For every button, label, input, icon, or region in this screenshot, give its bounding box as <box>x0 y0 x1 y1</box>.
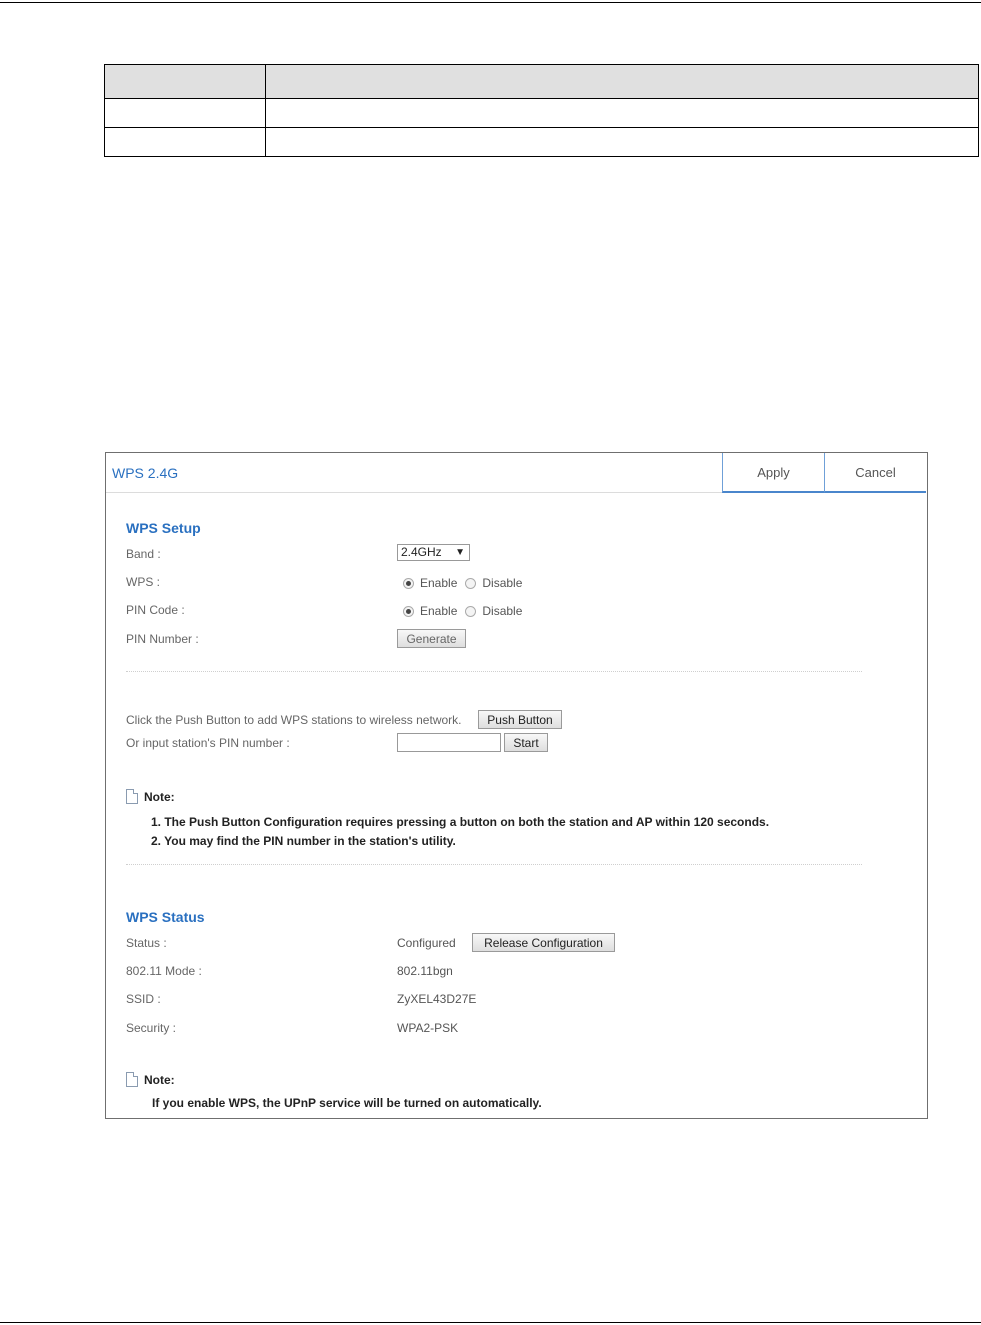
start-button[interactable]: Start <box>504 733 548 752</box>
status-label: Status : <box>126 936 167 950</box>
note-line: If you enable WPS, the UPnP service will be turned on automatically. <box>152 1096 542 1110</box>
ssid-value: ZyXEL43D27E <box>397 992 477 1006</box>
wps-radio-group <box>403 576 530 590</box>
note-title: Note: <box>144 1072 175 1087</box>
note-icon <box>126 1072 138 1087</box>
page-header-rule <box>0 2 981 3</box>
doc-table <box>104 64 979 157</box>
pin-code-radio-group <box>403 604 530 618</box>
band-label: Band : <box>126 547 161 561</box>
table-cell <box>105 128 266 157</box>
wps-status-title: WPS Status <box>126 909 205 925</box>
note-line: 2. You may find the PIN number in the station's utility. <box>151 834 456 848</box>
table-cell <box>105 99 266 128</box>
note-heading <box>126 789 175 804</box>
status-value: Configured <box>397 936 456 950</box>
security-value: WPA2-PSK <box>397 1021 459 1035</box>
cancel-button[interactable]: Cancel <box>824 453 926 493</box>
band-select[interactable] <box>397 544 470 561</box>
mode-value: 802.11bgn <box>397 964 453 978</box>
wps-disable-radio[interactable] <box>465 578 476 589</box>
section-divider <box>126 671 862 672</box>
note-heading <box>126 1072 175 1087</box>
section-divider <box>126 864 862 865</box>
pin-input-label: Or input station's PIN number : <box>126 736 290 750</box>
table-header-cell <box>266 65 979 99</box>
table-header-cell <box>105 65 266 99</box>
pin-disable-radio[interactable] <box>465 606 476 617</box>
note-title: Note: <box>144 789 175 804</box>
page-footer-rule <box>0 1322 981 1323</box>
pin-disable-label: Disable <box>482 604 523 618</box>
wps-enable-label: Enable <box>420 576 458 590</box>
panel-title: WPS 2.4G <box>112 465 179 481</box>
pin-code-label: PIN Code : <box>126 603 185 617</box>
security-label: Security : <box>126 1021 177 1035</box>
dropdown-arrow-icon: ▼ <box>455 547 465 558</box>
table-cell <box>266 99 979 128</box>
band-select-value: 2.4GHz <box>401 545 442 559</box>
note-icon <box>126 789 138 804</box>
wps-disable-label: Disable <box>482 576 523 590</box>
generate-button[interactable]: Generate <box>397 629 466 648</box>
push-button[interactable]: Push Button <box>478 710 562 729</box>
pin-enable-label: Enable <box>420 604 458 618</box>
pin-enable-radio[interactable] <box>403 606 414 617</box>
note-line: 1. The Push Button Configuration requires pressing a button on both the station and AP within 120 seconds. <box>151 815 770 829</box>
release-configuration-button[interactable]: Release Configuration <box>472 933 615 952</box>
wps-setup-title: WPS Setup <box>126 520 201 536</box>
wps-label: WPS : <box>126 575 161 589</box>
table-row <box>105 128 979 157</box>
wps-panel <box>105 452 928 1119</box>
mode-label: 802.11 Mode : <box>126 964 202 978</box>
table-cell <box>266 128 979 157</box>
pin-number-label: PIN Number : <box>126 632 199 646</box>
wps-enable-radio[interactable] <box>403 578 414 589</box>
apply-button[interactable]: Apply <box>722 453 824 493</box>
table-header-row <box>105 65 979 99</box>
station-pin-input[interactable] <box>397 733 501 752</box>
push-button-instructions: Click the Push Button to add WPS stations to wireless network. <box>126 713 462 727</box>
ssid-label: SSID : <box>126 992 161 1006</box>
title-divider <box>106 492 723 493</box>
table-row <box>105 99 979 128</box>
